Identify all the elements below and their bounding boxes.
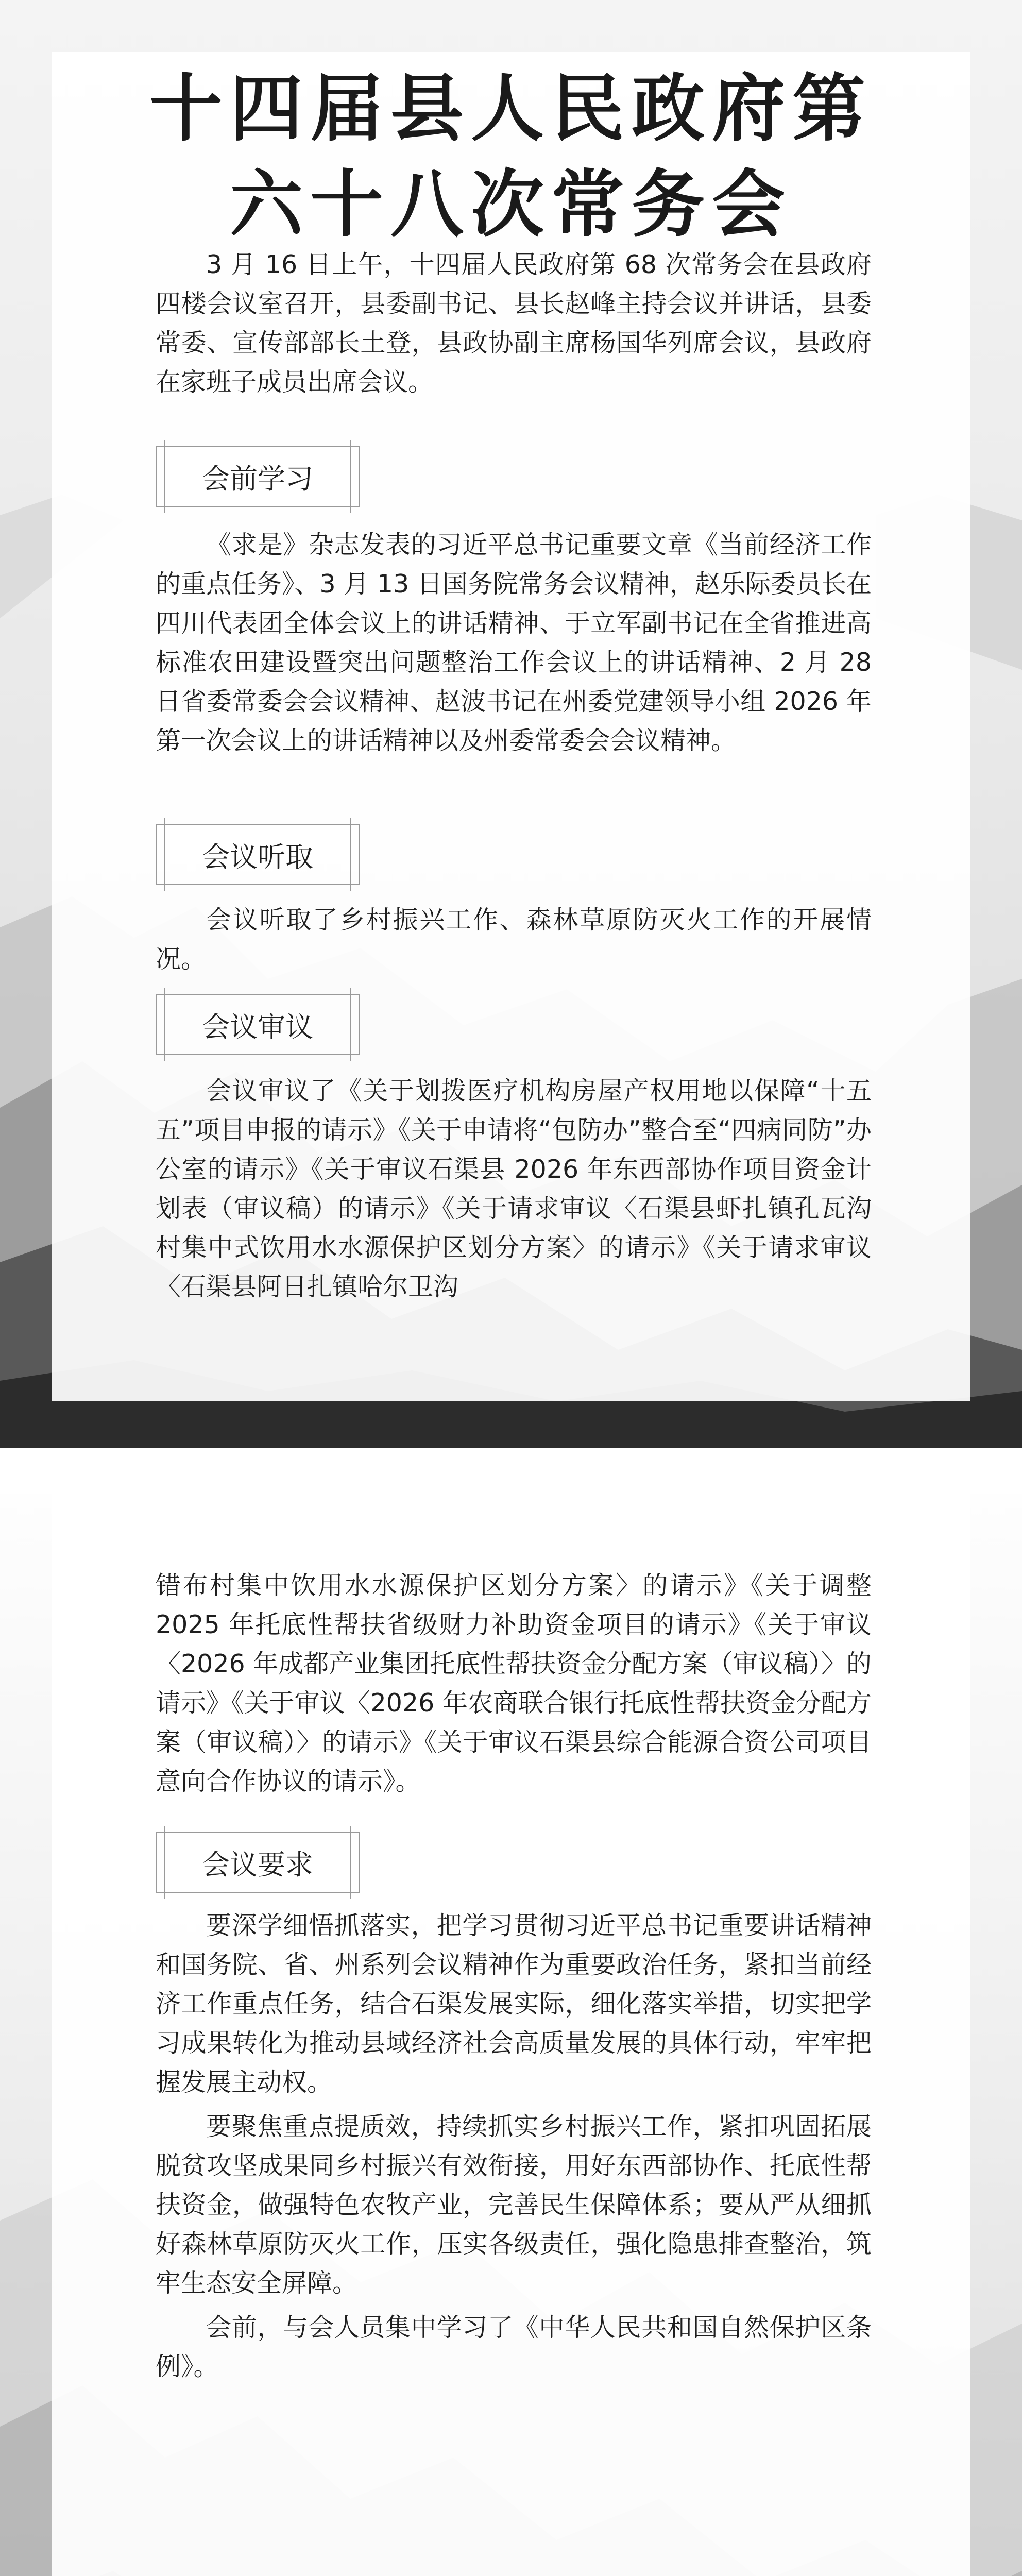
page-title <box>52 61 970 252</box>
review-paragraph-part-1: 会议审议了《关于划拨医疗机构房屋产权用地以保障“十五五”项目申报的请示》《关于申请将“包防办”整合至“四病同防”办公室的请示》《关于审议石渠县 2026 年东西部协作项目资金计划表（审议稿）的请示》《关于请求审议〈石渠县虾扎镇孔瓦沟村集中式饮用水水源保护区划分方案〉的请示》《关于请求审议〈石渠县阿日扎镇哈尔卫沟 <box>156 1076 872 1301</box>
section-heading-hearing: 会议听取 <box>156 824 360 885</box>
page-title-line-2: 六十八次常务会 <box>230 162 792 247</box>
requirements-paragraph-1: 要深学细悟抓落实，把学习贯彻习近平总书记重要讲话精神和国务院、省、州系列会议精神作为重要政治任务，紧扣当前经济工作重点任务，结合石渠发展实际，细化落实举措，切实把学习成果转化为推动县域经济社会高质量发展的具体行动，牢牢把握发展主动权。 <box>156 1911 872 2097</box>
hearing-paragraph: 会议听取了乡村振兴工作、森林草原防灭火工作的开展情况。 <box>156 905 872 974</box>
intro-paragraph: 3 月 16 日上午，十四届人民政府第 68 次常务会在县政府四楼会议室召开，县委副书记、县长赵峰主持会议并讲话，县委常委、宣传部部长土登，县政协副主席杨国华列席会议，县政府在家班子成员出席会议。 <box>156 250 872 397</box>
section-heading-review: 会议审议 <box>156 994 360 1055</box>
sheet-gap <box>0 1448 1022 1494</box>
section-heading-requirements: 会议要求 <box>156 1832 360 1893</box>
section-heading-study: 会前学习 <box>156 446 360 507</box>
review-paragraph-part-2: 错布村集中饮用水水源保护区划分方案〉的请示》《关于调整 2025 年托底性帮扶省级财力补助资金项目的请示》《关于审议〈2026 年成都产业集团托底性帮扶资金分配方案（审议稿）〉的请示》《关于审议〈2026 年农商联合银行托底性帮扶资金分配方案（审议稿）〉的请示》《关于审议石渠县综合能源合资公司项目意向合作协议的请示》。 <box>156 1571 872 1796</box>
requirements-paragraph-2: 要聚焦重点提质效，持续抓实乡村振兴工作，紧扣巩固拓展脱贫攻坚成果同乡村振兴有效衔接，用好东西部协作、托底性帮扶资金，做强特色农牧产业，完善民生保障体系；要从严从细抓好森林草原防灭火工作，压实各级责任，强化隐患排查整治，筑牢生态安全屏障。 <box>156 2112 872 2298</box>
page-title-line-1: 十四届县人民政府第 <box>149 66 873 151</box>
requirements-paragraph-3: 会前，与会人员集中学习了《中华人民共和国自然保护区条例》。 <box>156 2313 872 2381</box>
study-paragraph: 《求是》杂志发表的习近平总书记重要文章《当前经济工作的重点任务》、3 月 13 日国务院常务会议精神，赵乐际委员长在四川代表团全体会议上的讲话精神、于立军副书记在全省推进高标准农田建设暨突出问题整治工作会议上的讲话精神、2 月 28 日省委常委会会议精神、赵波书记在州委党建领导小组 2026 年第一次会议上的讲话精神以及州委常委会会议精神。 <box>156 530 872 755</box>
